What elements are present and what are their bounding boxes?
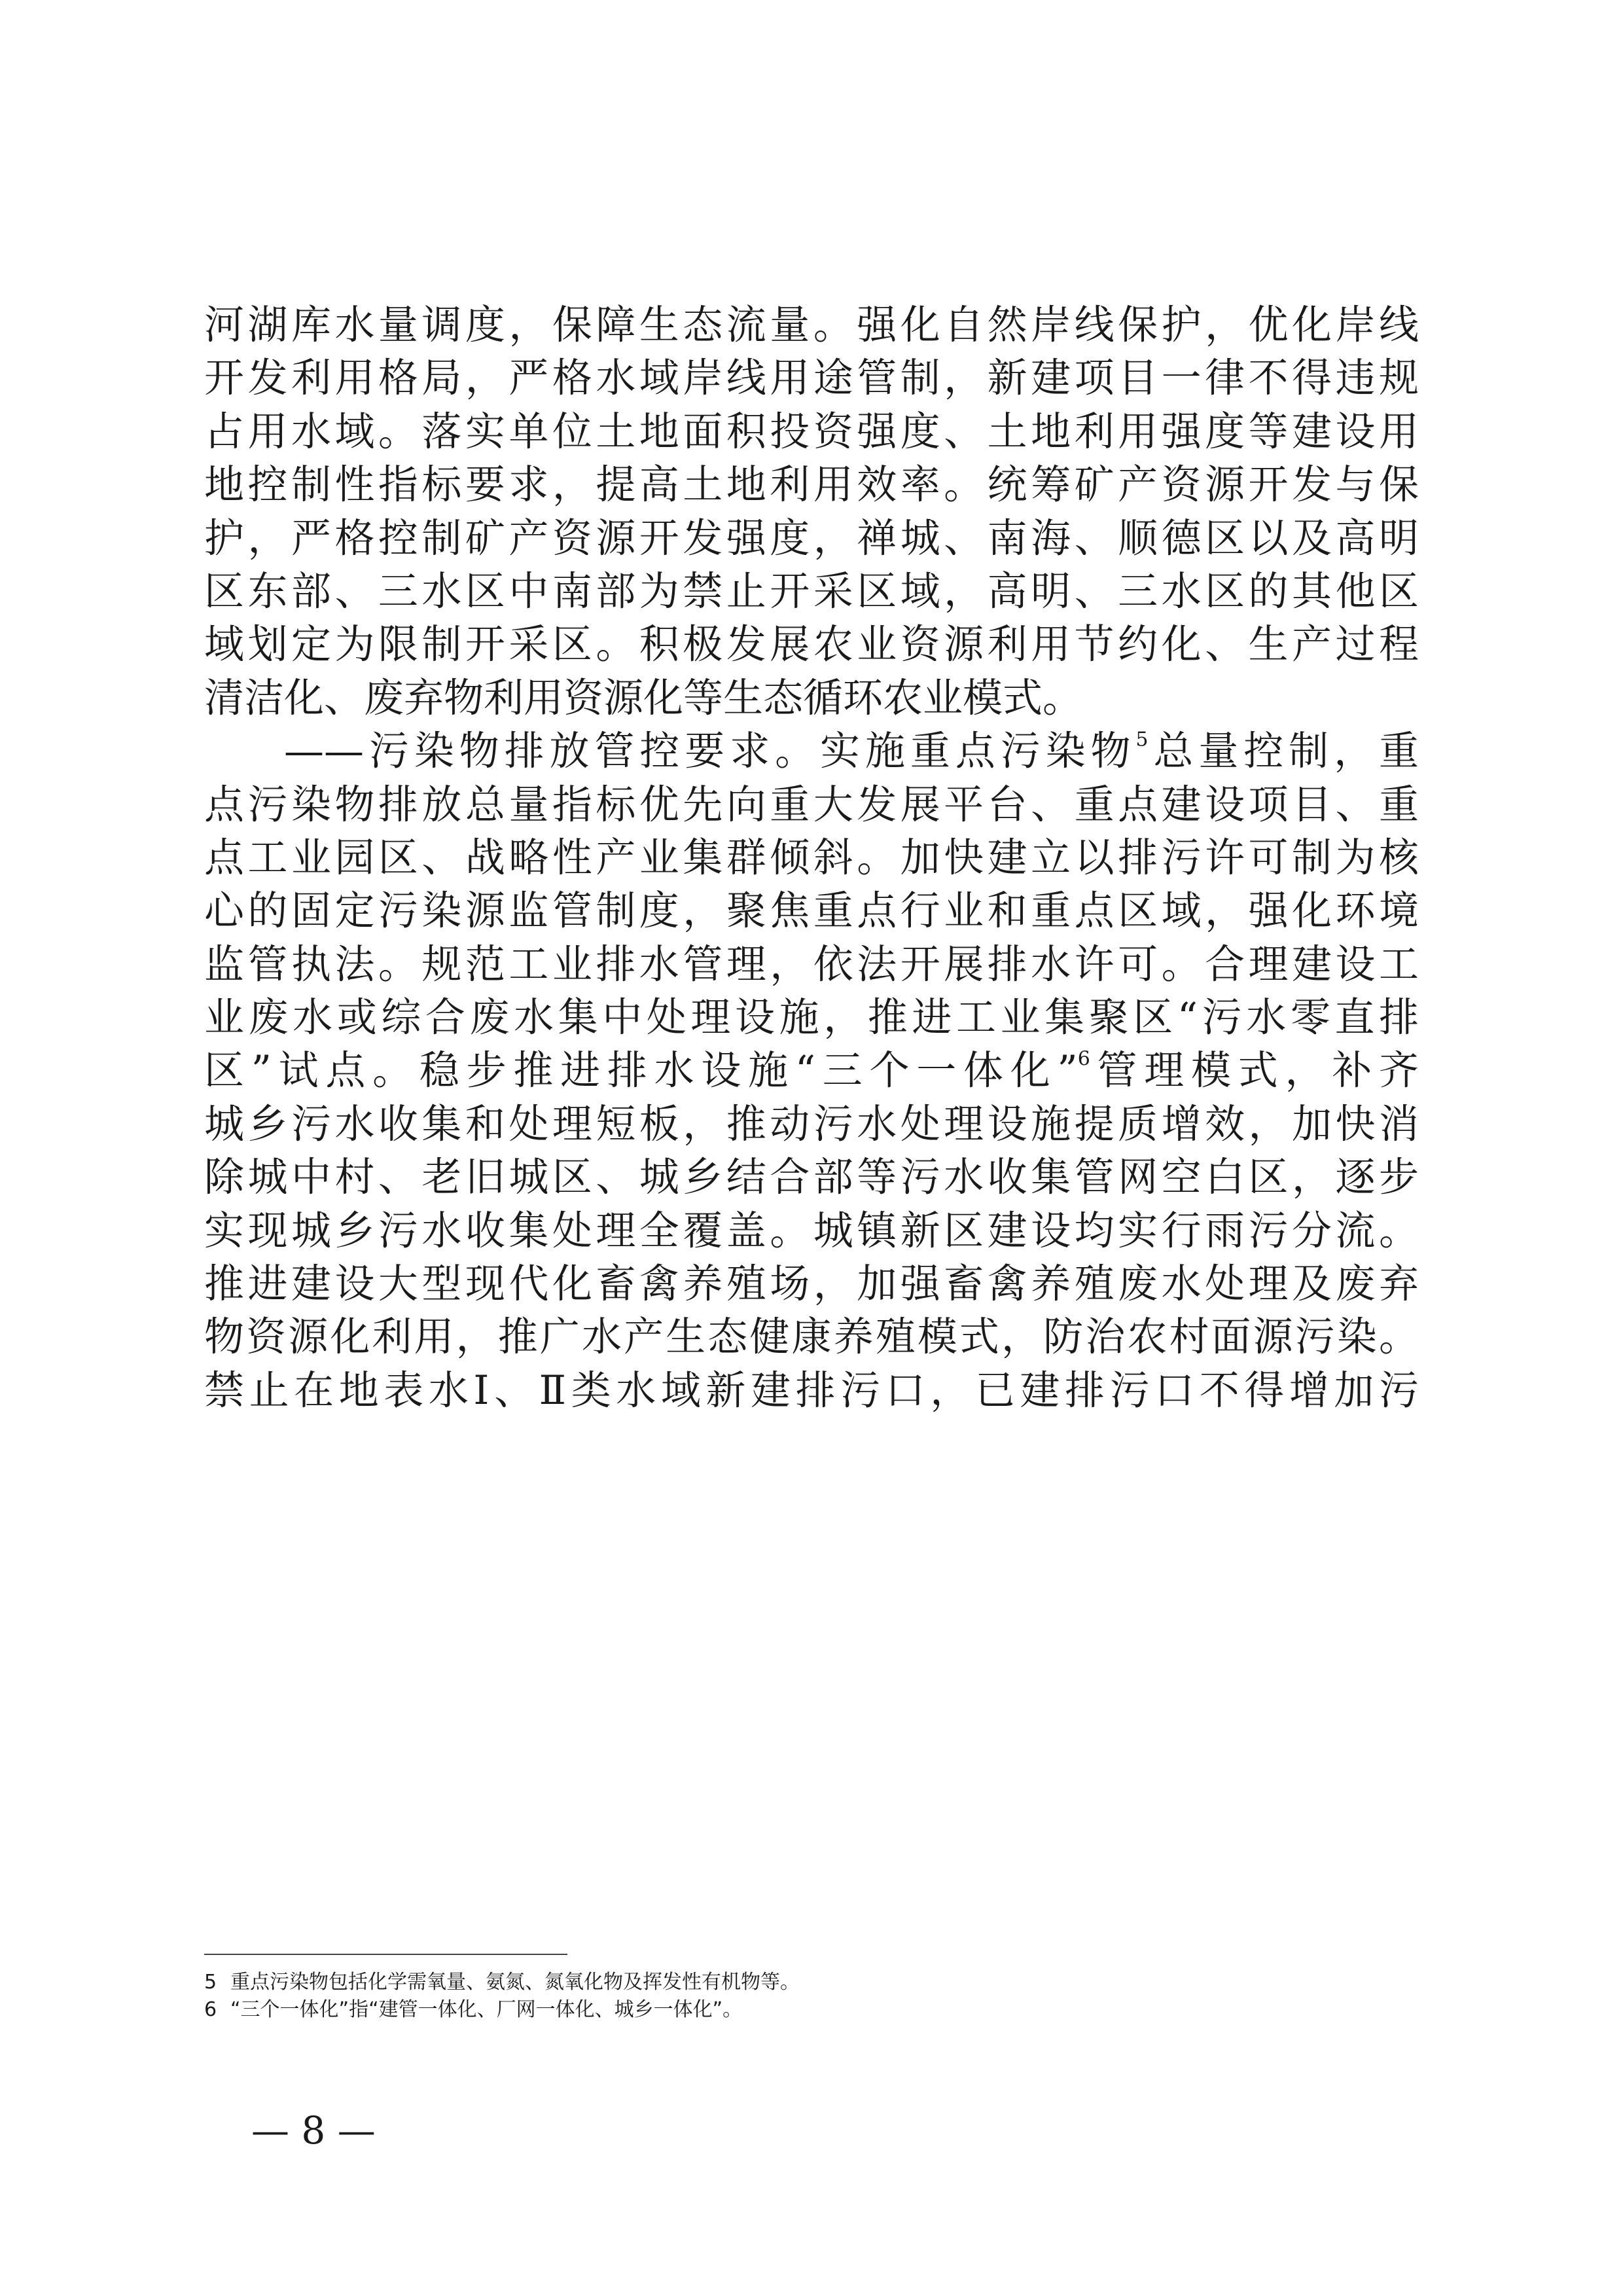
paragraph-heading-line [204, 725, 1419, 778]
footnote-marker[interactable]: 5 [1135, 728, 1149, 751]
text-line: 护，严格控制矿产资源开发强度，禅城、南海、顺德区以及高明 [204, 514, 1419, 562]
footnote-marker[interactable]: 6 [1077, 1047, 1090, 1071]
text-segment: 管理模式，补齐 [1090, 1047, 1419, 1094]
text-line: 监管执法。规范工业排水管理，依法开展排水许可。合理建设工 [204, 941, 1419, 988]
text-segment: 总量控制，重 [1148, 728, 1419, 775]
text-line [204, 1044, 1419, 1097]
text-line: 城乡污水收集和处理短板，推动污水处理设施提质增效，加快消 [204, 1100, 1419, 1147]
text-line: 点工业园区、战略性产业集群倾斜。加快建立以排污许可制为核 [204, 834, 1419, 881]
footnote-5 [204, 1969, 1421, 1996]
footnotes [204, 1969, 1421, 2024]
footnote-text: “三个一体化”指“建管一体化、厂网一体化、城乡一体化”。 [230, 1998, 743, 2021]
footnote-number: 6 [204, 1998, 217, 2021]
footnote-divider [204, 1954, 567, 1955]
footnote-number: 5 [204, 1971, 217, 1994]
text-line: 点污染物排放总量指标优先向重大发展平台、重点建设项目、重 [204, 781, 1419, 828]
text-line: 河湖库水量调度，保障生态流量。强化自然岸线保护，优化岸线 [204, 302, 1419, 348]
text-line: 推进建设大型现代化畜禽养殖场，加强畜禽养殖废水处理及废弃 [204, 1261, 1419, 1308]
text-line: 清洁化、废弃物利用资源化等生态循环农业模式。 [204, 674, 1083, 721]
page-number: — 8 — [251, 2108, 376, 2153]
body-text [204, 298, 1419, 1417]
text-line: 域划定为限制开采区。积极发展农业资源利用节约化、生产过程 [204, 621, 1419, 668]
text-line: 心的固定污染源监管制度，聚焦重点行业和重点区域，强化环境 [204, 888, 1419, 935]
text-line: 地控制性指标要求，提高土地利用效率。统筹矿产资源开发与保 [204, 461, 1419, 509]
text-line: 除城中村、老旧城区、城乡结合部等污水收集管网空白区，逐步 [204, 1154, 1419, 1201]
text-segment: 区”试点。稳步推进排水设施“三个一体化” [204, 1047, 1078, 1094]
text-line: 物资源化利用，推广水产生态健康养殖模式，防治农村面源污染。 [204, 1314, 1419, 1361]
text-line: 区东部、三水区中南部为禁止开采区域，高明、三水区的其他区 [204, 567, 1419, 615]
footnote-text: 重点污染物包括化学需氧量、氨氮、氮氧化物及挥发性有机物等。 [230, 1971, 800, 1994]
footnote-6 [204, 1996, 1421, 2024]
text-line: 实现城乡污水收集处理全覆盖。城镇新区建设均实行雨污分流。 [204, 1207, 1419, 1254]
text-line: 占用水域。落实单位土地面积投资强度、土地利用强度等建设用 [204, 408, 1419, 455]
text-line: 开发利用格局，严格水域岸线用途管制，新建项目一律不得违规 [204, 355, 1419, 402]
text-segment: ——污染物排放管控要求。实施重点污染物 [284, 728, 1136, 775]
text-line: 业废水或综合废水集中处理设施，推进工业集聚区“污水零直排 [204, 994, 1419, 1041]
text-line: 禁止在地表水Ⅰ、Ⅱ类水域新建排污口，已建排污口不得增加污 [204, 1367, 1419, 1414]
